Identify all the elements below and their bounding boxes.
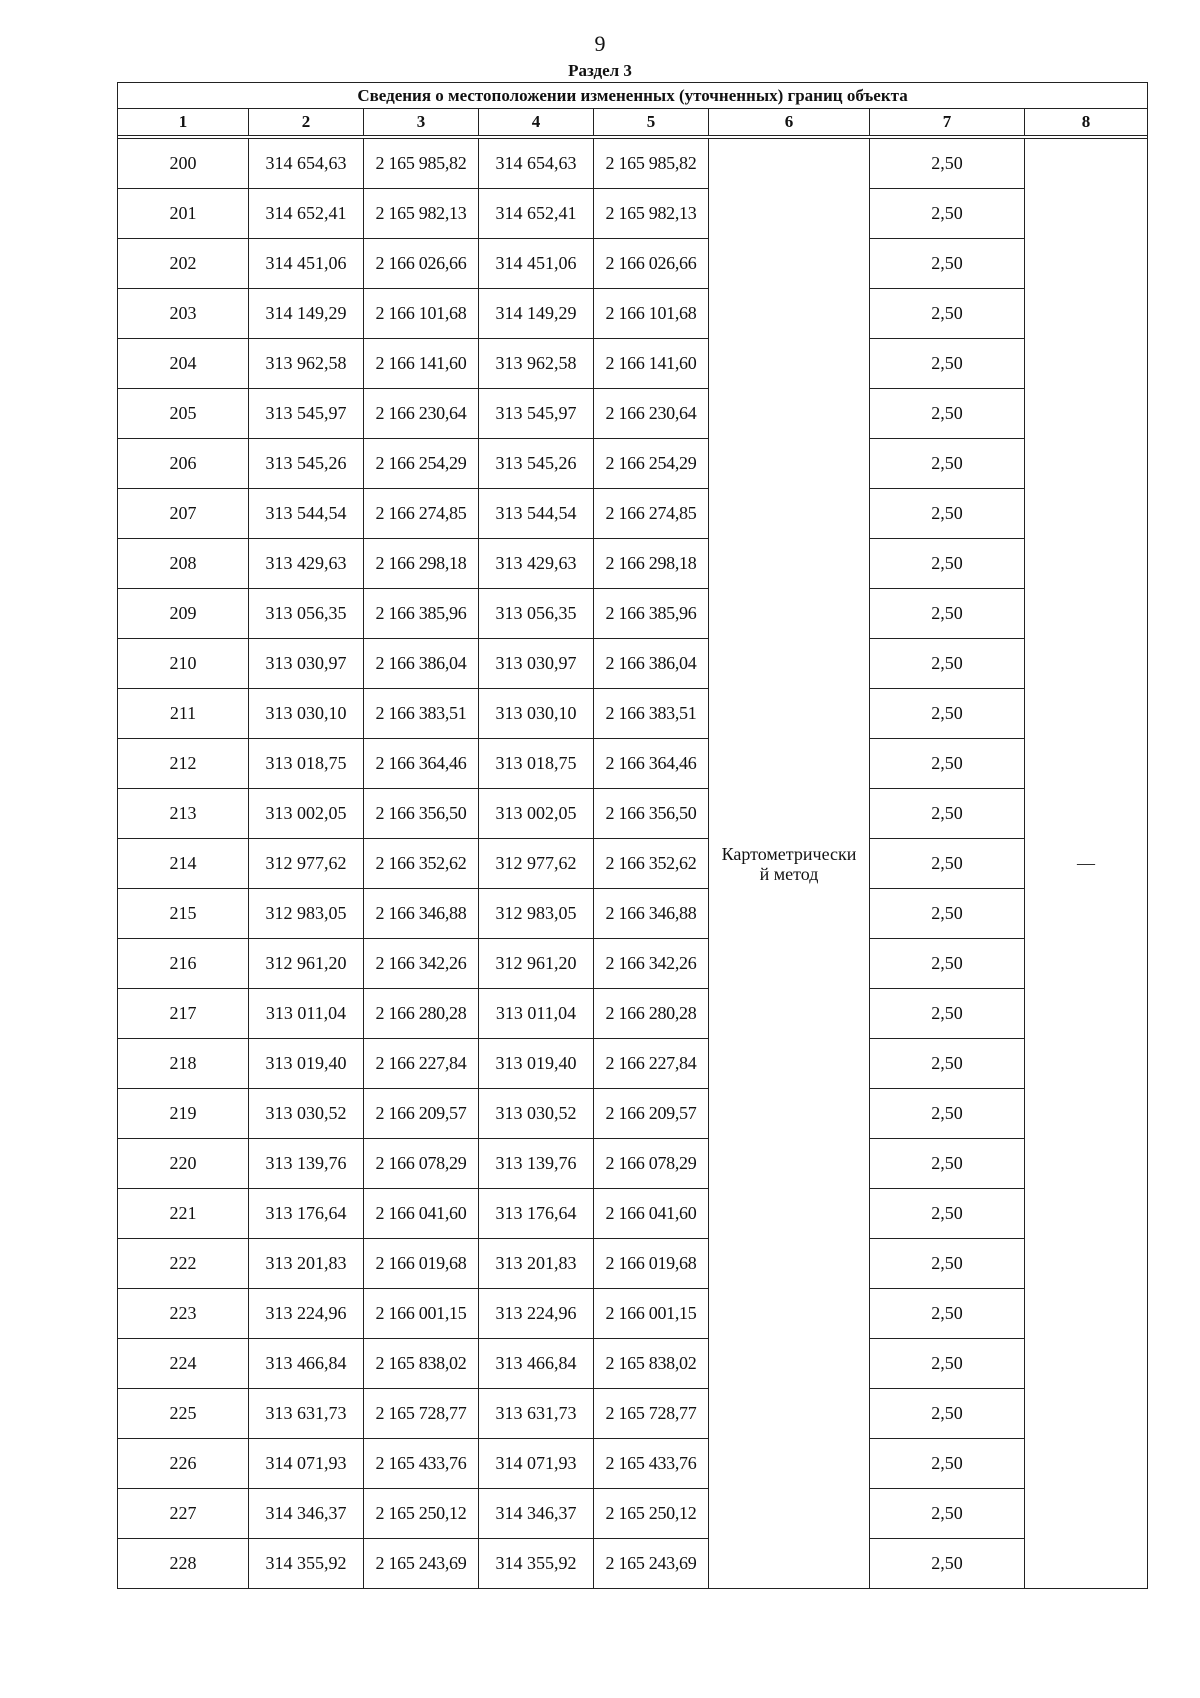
y-new-cell: 2 166 101,68 xyxy=(594,289,709,339)
table-row xyxy=(118,1439,1148,1489)
boundary-coordinates-table xyxy=(117,82,1148,1589)
point-number-cell: 213 xyxy=(118,789,249,839)
x-new-cell: 314 149,29 xyxy=(479,289,594,339)
accuracy-cell: 2,50 xyxy=(870,1039,1025,1089)
table-row xyxy=(118,289,1148,339)
x-new-cell: 312 961,20 xyxy=(479,939,594,989)
accuracy-cell: 2,50 xyxy=(870,839,1025,889)
column-number: 3 xyxy=(364,109,479,136)
x-existing-cell: 313 429,63 xyxy=(249,539,364,589)
column-number: 4 xyxy=(479,109,594,136)
column-number: 1 xyxy=(118,109,249,136)
x-new-cell: 313 018,75 xyxy=(479,739,594,789)
table-row xyxy=(118,1289,1148,1339)
x-existing-cell: 313 224,96 xyxy=(249,1289,364,1339)
x-existing-cell: 313 544,54 xyxy=(249,489,364,539)
point-number-cell: 220 xyxy=(118,1139,249,1189)
section-title: Раздел 3 xyxy=(568,61,632,80)
column-8-value-cell: — xyxy=(1025,139,1148,1589)
table-row xyxy=(118,1039,1148,1089)
table-row xyxy=(118,689,1148,739)
y-new-cell: 2 166 352,62 xyxy=(594,839,709,889)
y-existing-cell: 2 166 101,68 xyxy=(364,289,479,339)
x-new-cell: 313 139,76 xyxy=(479,1139,594,1189)
accuracy-cell: 2,50 xyxy=(870,1139,1025,1189)
point-number-cell: 202 xyxy=(118,239,249,289)
y-new-cell: 2 165 838,02 xyxy=(594,1339,709,1389)
x-new-cell: 314 346,37 xyxy=(479,1489,594,1539)
point-number-cell: 224 xyxy=(118,1339,249,1389)
x-existing-cell: 313 545,26 xyxy=(249,439,364,489)
point-number-cell: 215 xyxy=(118,889,249,939)
point-number-cell: 216 xyxy=(118,939,249,989)
point-number-cell: 210 xyxy=(118,639,249,689)
y-existing-cell: 2 166 386,04 xyxy=(364,639,479,689)
y-existing-cell: 2 166 356,50 xyxy=(364,789,479,839)
x-existing-cell: 313 139,76 xyxy=(249,1139,364,1189)
table-row xyxy=(118,789,1148,839)
accuracy-cell: 2,50 xyxy=(870,189,1025,239)
y-existing-cell: 2 166 209,57 xyxy=(364,1089,479,1139)
x-existing-cell: 313 011,04 xyxy=(249,989,364,1039)
point-number-cell: 208 xyxy=(118,539,249,589)
x-existing-cell: 313 030,52 xyxy=(249,1089,364,1139)
x-new-cell: 312 977,62 xyxy=(479,839,594,889)
y-new-cell: 2 166 230,64 xyxy=(594,389,709,439)
x-new-cell: 313 429,63 xyxy=(479,539,594,589)
table-row xyxy=(118,489,1148,539)
point-number-cell: 219 xyxy=(118,1089,249,1139)
x-existing-cell: 313 030,10 xyxy=(249,689,364,739)
x-existing-cell: 314 346,37 xyxy=(249,1489,364,1539)
y-existing-cell: 2 166 298,18 xyxy=(364,539,479,589)
table-row xyxy=(118,639,1148,689)
accuracy-cell: 2,50 xyxy=(870,739,1025,789)
table-row xyxy=(118,1389,1148,1439)
point-number-cell: 214 xyxy=(118,839,249,889)
y-existing-cell: 2 166 227,84 xyxy=(364,1039,479,1089)
y-new-cell: 2 166 342,26 xyxy=(594,939,709,989)
point-number-cell: 221 xyxy=(118,1189,249,1239)
x-new-cell: 313 544,54 xyxy=(479,489,594,539)
point-number-cell: 212 xyxy=(118,739,249,789)
y-new-cell: 2 166 026,66 xyxy=(594,239,709,289)
y-new-cell: 2 165 728,77 xyxy=(594,1389,709,1439)
y-existing-cell: 2 166 346,88 xyxy=(364,889,479,939)
table-row xyxy=(118,1239,1148,1289)
x-existing-cell: 313 030,97 xyxy=(249,639,364,689)
point-number-cell: 218 xyxy=(118,1039,249,1089)
column-number: 5 xyxy=(594,109,709,136)
x-new-cell: 314 652,41 xyxy=(479,189,594,239)
y-new-cell: 2 166 141,60 xyxy=(594,339,709,389)
x-existing-cell: 314 451,06 xyxy=(249,239,364,289)
y-existing-cell: 2 165 985,82 xyxy=(364,139,479,189)
y-new-cell: 2 165 433,76 xyxy=(594,1439,709,1489)
y-new-cell: 2 166 209,57 xyxy=(594,1089,709,1139)
x-new-cell: 314 355,92 xyxy=(479,1539,594,1589)
accuracy-cell: 2,50 xyxy=(870,1339,1025,1389)
y-existing-cell: 2 166 342,26 xyxy=(364,939,479,989)
point-number-cell: 217 xyxy=(118,989,249,1039)
point-number-cell: 204 xyxy=(118,339,249,389)
y-existing-cell: 2 166 274,85 xyxy=(364,489,479,539)
accuracy-cell: 2,50 xyxy=(870,1289,1025,1339)
x-existing-cell: 313 002,05 xyxy=(249,789,364,839)
x-new-cell: 313 466,84 xyxy=(479,1339,594,1389)
y-new-cell: 2 166 019,68 xyxy=(594,1239,709,1289)
x-existing-cell: 312 983,05 xyxy=(249,889,364,939)
x-new-cell: 312 983,05 xyxy=(479,889,594,939)
accuracy-cell: 2,50 xyxy=(870,539,1025,589)
y-existing-cell: 2 166 383,51 xyxy=(364,689,479,739)
accuracy-cell: 2,50 xyxy=(870,1489,1025,1539)
accuracy-cell: 2,50 xyxy=(870,789,1025,839)
table-row xyxy=(118,1339,1148,1389)
accuracy-cell: 2,50 xyxy=(870,389,1025,439)
y-existing-cell: 2 166 280,28 xyxy=(364,989,479,1039)
x-existing-cell: 314 654,63 xyxy=(249,139,364,189)
table-row xyxy=(118,939,1148,989)
y-new-cell: 2 166 280,28 xyxy=(594,989,709,1039)
table-row xyxy=(118,339,1148,389)
accuracy-cell: 2,50 xyxy=(870,689,1025,739)
y-existing-cell: 2 166 141,60 xyxy=(364,339,479,389)
point-number-cell: 223 xyxy=(118,1289,249,1339)
table-row xyxy=(118,889,1148,939)
accuracy-cell: 2,50 xyxy=(870,339,1025,389)
column-number: 2 xyxy=(249,109,364,136)
x-new-cell: 313 002,05 xyxy=(479,789,594,839)
table-row xyxy=(118,1139,1148,1189)
x-new-cell: 313 201,83 xyxy=(479,1239,594,1289)
y-new-cell: 2 166 001,15 xyxy=(594,1289,709,1339)
y-existing-cell: 2 165 838,02 xyxy=(364,1339,479,1389)
point-number-cell: 227 xyxy=(118,1489,249,1539)
point-number-cell: 203 xyxy=(118,289,249,339)
x-new-cell: 313 056,35 xyxy=(479,589,594,639)
accuracy-cell: 2,50 xyxy=(870,939,1025,989)
point-number-cell: 225 xyxy=(118,1389,249,1439)
accuracy-cell: 2,50 xyxy=(870,1189,1025,1239)
point-number-cell: 207 xyxy=(118,489,249,539)
x-existing-cell: 313 056,35 xyxy=(249,589,364,639)
table-row xyxy=(118,189,1148,239)
y-new-cell: 2 165 982,13 xyxy=(594,189,709,239)
table-body xyxy=(118,139,1148,1589)
table-row xyxy=(118,739,1148,789)
point-number-cell: 201 xyxy=(118,189,249,239)
accuracy-cell: 2,50 xyxy=(870,1389,1025,1439)
y-new-cell: 2 166 078,29 xyxy=(594,1139,709,1189)
point-number-cell: 205 xyxy=(118,389,249,439)
x-new-cell: 314 451,06 xyxy=(479,239,594,289)
accuracy-cell: 2,50 xyxy=(870,1539,1025,1589)
column-number: 7 xyxy=(870,109,1025,136)
page-number: 9 xyxy=(594,31,606,56)
x-new-cell: 313 224,96 xyxy=(479,1289,594,1339)
accuracy-cell: 2,50 xyxy=(870,1239,1025,1289)
table-row xyxy=(118,989,1148,1039)
accuracy-cell: 2,50 xyxy=(870,439,1025,489)
x-existing-cell: 313 631,73 xyxy=(249,1389,364,1439)
column-number-row xyxy=(118,109,1148,136)
y-new-cell: 2 166 274,85 xyxy=(594,489,709,539)
x-new-cell: 313 545,26 xyxy=(479,439,594,489)
table-row xyxy=(118,539,1148,589)
y-new-cell: 2 166 383,51 xyxy=(594,689,709,739)
table-row xyxy=(118,389,1148,439)
y-new-cell: 2 165 250,12 xyxy=(594,1489,709,1539)
x-existing-cell: 313 962,58 xyxy=(249,339,364,389)
method-text-line: й метод xyxy=(759,863,819,884)
accuracy-cell: 2,50 xyxy=(870,1089,1025,1139)
x-new-cell: 313 631,73 xyxy=(479,1389,594,1439)
x-existing-cell: 313 018,75 xyxy=(249,739,364,789)
table-row xyxy=(118,839,1148,889)
x-new-cell: 313 176,64 xyxy=(479,1189,594,1239)
accuracy-cell: 2,50 xyxy=(870,139,1025,189)
y-existing-cell: 2 166 385,96 xyxy=(364,589,479,639)
point-number-cell: 228 xyxy=(118,1539,249,1589)
y-existing-cell: 2 166 001,15 xyxy=(364,1289,479,1339)
y-existing-cell: 2 166 254,29 xyxy=(364,439,479,489)
y-new-cell: 2 165 985,82 xyxy=(594,139,709,189)
table-row xyxy=(118,239,1148,289)
x-new-cell: 313 030,52 xyxy=(479,1089,594,1139)
column-number: 8 xyxy=(1025,109,1148,136)
point-number-cell: 226 xyxy=(118,1439,249,1489)
x-existing-cell: 313 019,40 xyxy=(249,1039,364,1089)
method-cell xyxy=(709,139,870,1589)
point-number-cell: 222 xyxy=(118,1239,249,1289)
table-row xyxy=(118,1539,1148,1589)
x-existing-cell: 313 466,84 xyxy=(249,1339,364,1389)
y-new-cell: 2 166 041,60 xyxy=(594,1189,709,1239)
x-existing-cell: 312 977,62 xyxy=(249,839,364,889)
y-existing-cell: 2 166 078,29 xyxy=(364,1139,479,1189)
y-new-cell: 2 166 298,18 xyxy=(594,539,709,589)
x-new-cell: 313 962,58 xyxy=(479,339,594,389)
y-existing-cell: 2 165 728,77 xyxy=(364,1389,479,1439)
x-new-cell: 313 545,97 xyxy=(479,389,594,439)
accuracy-cell: 2,50 xyxy=(870,1439,1025,1489)
table-row xyxy=(118,139,1148,189)
accuracy-cell: 2,50 xyxy=(870,989,1025,1039)
y-new-cell: 2 166 254,29 xyxy=(594,439,709,489)
y-existing-cell: 2 166 019,68 xyxy=(364,1239,479,1289)
x-existing-cell: 314 149,29 xyxy=(249,289,364,339)
table-row xyxy=(118,1489,1148,1539)
y-new-cell: 2 166 356,50 xyxy=(594,789,709,839)
x-existing-cell: 313 176,64 xyxy=(249,1189,364,1239)
y-new-cell: 2 165 243,69 xyxy=(594,1539,709,1589)
y-existing-cell: 2 166 026,66 xyxy=(364,239,479,289)
x-existing-cell: 314 652,41 xyxy=(249,189,364,239)
y-existing-cell: 2 165 250,12 xyxy=(364,1489,479,1539)
x-new-cell: 313 030,10 xyxy=(479,689,594,739)
point-number-cell: 209 xyxy=(118,589,249,639)
x-existing-cell: 313 201,83 xyxy=(249,1239,364,1289)
y-existing-cell: 2 165 433,76 xyxy=(364,1439,479,1489)
accuracy-cell: 2,50 xyxy=(870,239,1025,289)
point-number-cell: 200 xyxy=(118,139,249,189)
y-existing-cell: 2 166 352,62 xyxy=(364,839,479,889)
table-row xyxy=(118,439,1148,489)
accuracy-cell: 2,50 xyxy=(870,889,1025,939)
x-existing-cell: 314 355,92 xyxy=(249,1539,364,1589)
x-existing-cell: 314 071,93 xyxy=(249,1439,364,1489)
y-new-cell: 2 166 385,96 xyxy=(594,589,709,639)
x-new-cell: 314 071,93 xyxy=(479,1439,594,1489)
y-new-cell: 2 166 346,88 xyxy=(594,889,709,939)
table-caption: Сведения о местоположении измененных (уточненных) границ объекта xyxy=(118,83,1148,109)
y-new-cell: 2 166 386,04 xyxy=(594,639,709,689)
point-number-cell: 211 xyxy=(118,689,249,739)
x-existing-cell: 313 545,97 xyxy=(249,389,364,439)
x-new-cell: 313 011,04 xyxy=(479,989,594,1039)
point-number-cell: 206 xyxy=(118,439,249,489)
y-existing-cell: 2 166 230,64 xyxy=(364,389,479,439)
method-text-line: Картометрически xyxy=(721,843,857,864)
table-row xyxy=(118,1089,1148,1139)
accuracy-cell: 2,50 xyxy=(870,289,1025,339)
table-row xyxy=(118,1189,1148,1239)
y-new-cell: 2 166 364,46 xyxy=(594,739,709,789)
accuracy-cell: 2,50 xyxy=(870,589,1025,639)
x-new-cell: 314 654,63 xyxy=(479,139,594,189)
y-existing-cell: 2 165 243,69 xyxy=(364,1539,479,1589)
accuracy-cell: 2,50 xyxy=(870,639,1025,689)
x-existing-cell: 312 961,20 xyxy=(249,939,364,989)
x-new-cell: 313 030,97 xyxy=(479,639,594,689)
x-new-cell: 313 019,40 xyxy=(479,1039,594,1089)
accuracy-cell: 2,50 xyxy=(870,489,1025,539)
table-row xyxy=(118,589,1148,639)
y-existing-cell: 2 165 982,13 xyxy=(364,189,479,239)
y-existing-cell: 2 166 041,60 xyxy=(364,1189,479,1239)
column-number: 6 xyxy=(709,109,870,136)
y-new-cell: 2 166 227,84 xyxy=(594,1039,709,1089)
y-existing-cell: 2 166 364,46 xyxy=(364,739,479,789)
